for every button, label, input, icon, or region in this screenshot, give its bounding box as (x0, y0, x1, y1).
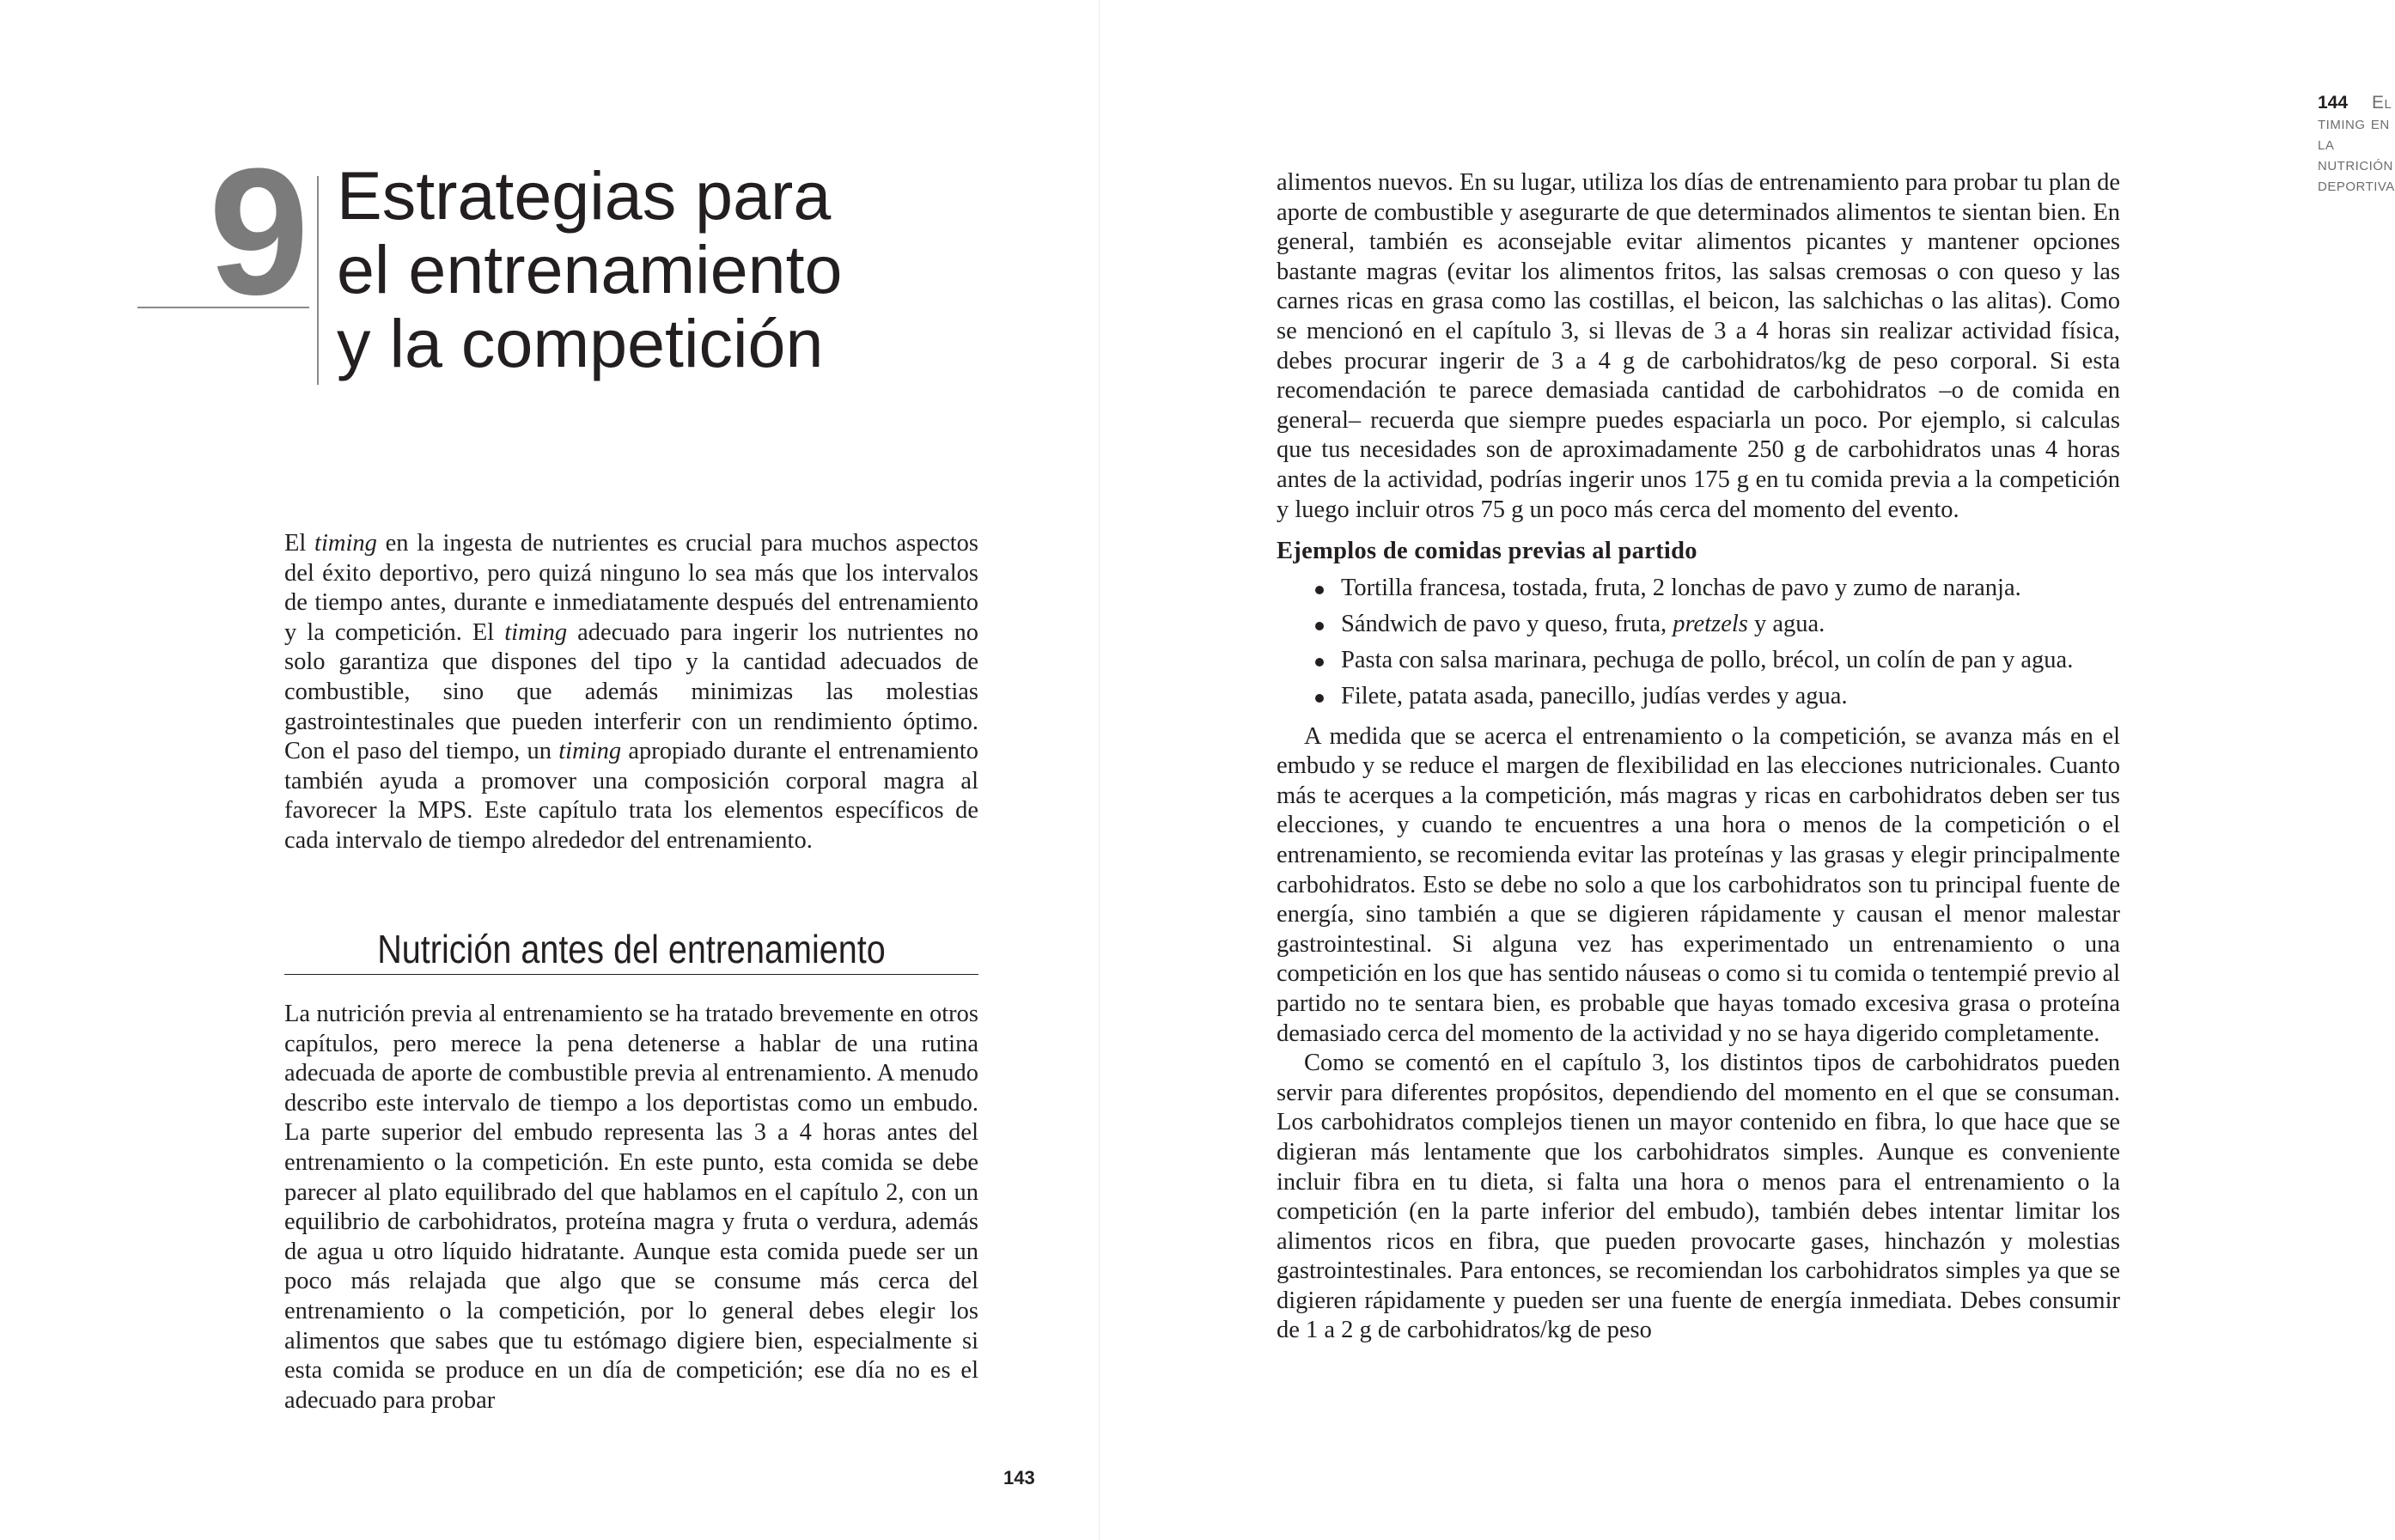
italic-term: pretzels (1673, 610, 1748, 637)
list-item (1277, 682, 2120, 712)
bullet-icon (1315, 658, 1324, 667)
chapter-title-line: Estrategias para (337, 157, 832, 234)
italic-term: timing (314, 530, 377, 557)
chapter-divider (317, 176, 319, 385)
text-run: El (284, 530, 315, 557)
section-paragraph: La nutrición previa al entrenamiento se ha tratado brevemente en otros capítulos, pero merece la pena detenerse a hablar de una rutina adecuada de aporte de combustible previa al entrenamiento. A menudo describo este intervalo de tiempo a los deportistas como un embudo. La parte superior del embudo representa las 3 a 4 horas antes del entrenamiento o la competición. En este punto, esta comida se debe parecer al plato equilibrado del que hablamos en el capítulo 2, con un equilibrio de carbohidratos, proteína magra y fruta o verdura, además de agua u otro líquido hidratante. Aunque esta comida puede ser un poco más relajada que algo que se consume más cerca del entrenamiento o la competición, por lo general debes elegir los alimentos que sabes que tu estómago digiere bien, especialmente si esta comida se produce en un día de competición; ese día no es el adecuado para probar (284, 1001, 978, 1414)
examples-heading: Ejemplos de comidas previas al partido (1277, 538, 1697, 565)
page-number: 143 (1003, 1467, 1035, 1488)
list-item-text: Filete, patata asada, panecillo, judías verdes y agua. (1341, 683, 1848, 709)
list-item (1277, 610, 2120, 640)
left-page (0, 0, 1100, 1540)
chapter-number: 9 (209, 131, 304, 332)
chapter-title (337, 159, 938, 380)
running-head (2318, 93, 2395, 195)
bullet-icon (1315, 622, 1324, 630)
list-item-text: Tortilla francesa, tostada, fruta, 2 lonchas de pavo y zumo de naranja. (1341, 574, 2021, 601)
section-rule (284, 974, 978, 975)
list-item-text: y agua. (1747, 610, 1825, 637)
section-heading: Nutrición antes del entrenamiento (377, 927, 886, 971)
bullet-icon (1315, 694, 1324, 703)
italic-term: timing (558, 738, 622, 765)
list-item-text: Pasta con salsa marinara, pechuga de pollo, brécol, un colín de pan y agua. (1341, 646, 2074, 673)
italic-term: timing (504, 618, 568, 646)
running-head-page-number: 144 (2318, 93, 2349, 113)
examples-list (1277, 574, 2120, 712)
text-run: adecuado para ingerir los nutrientes no solo garantiza que dispones del tipo y la cantidad adecuados de combustible, sino que además minimizas las molestias gastrointestinales que pueden interferir con un rendimiento óptimo. Con el paso del tiempo, un (284, 618, 978, 765)
intro-paragraph (284, 529, 978, 856)
list-item (1277, 646, 2120, 676)
bullet-icon (1315, 586, 1324, 594)
chapter-title-line: el entrenamiento (337, 231, 843, 307)
chapter-title-line: y la competición (337, 305, 824, 381)
body-paragraph: Como se comentó en el capítulo 3, los distintos tipos de carbohidratos pueden servir para diferentes propósitos, dependiendo del momento en el que se consuman. Los carbohidratos complejos tienen un mayor contenido en fibra, lo que hace que se digieran más lentamente que los carbohidratos simples. Aunque es conveniente incluir fibra en tu dieta, si falta una hora o menos para el entrenamiento o la competición (en la parte inferior del embudo), también debes intentar limitar los alimentos ricos en fibra, que pueden provocarte gases, hinchazón y molestias gastrointestinales. Para entonces, se recomiendan los carbohidratos simples ya que se digieren rápidamente y pueden ser una fuente de energía inmediata. Debes consumir de 1 a 2 g de carbohidratos/kg de peso (1277, 1050, 2120, 1344)
body-paragraph: A medida que se acerca el entrenamiento o la competición, se avanza más en el embudo y se reduce el margen de flexibilidad en las elecciones nutricionales. Cuanto más te acerques a la competición, más magras y ricas en carbohidratos deben ser tus elecciones, y cuando te encuentres a una hora o menos de la competición o el entrenamiento, se recomienda evitar las proteínas y las grasas y elegir principalmente carbohidratos. Esto se debe no solo a que los carbohidratos son tu principal fuente de energía, sino también a que se digieren rápidamente y causan el menor malestar gastrointestinal. Si alguna vez has experimentado un entrenamiento o una competición en los que has sentido náuseas o como si tu comida o tentempié previo al partido no te sentara bien, es probable que hayas tomado excesiva grasa o proteína demasiado cerca del momento de la actividad y no se haya digerido completamente. (1277, 722, 2120, 1047)
text-run: en la ingesta de nutrientes es crucial para muchos aspectos del éxito deportivo, pero quizá ninguno lo sea más que los intervalos de tiempo antes, durante e inmediatamente después del entrenamiento y la competición. El (284, 530, 979, 646)
body-paragraph: alimentos nuevos. En su lugar, utiliza los días de entrenamiento para probar tu plan de aporte de combustible y asegurarte de que determinados alimentos te sientan bien. En general, también es aconsejable evitar alimentos picantes y mantener opciones bastante magras (evitar los alimentos fritos, las salsas cremosas o con queso y las carnes ricas en grasa como las costillas, el beicon, las salchichas o las alitas). Como se mencionó en el capítulo 3, si llevas de 3 a 4 horas sin realizar actividad física, debes procurar ingerir de 3 a 4 g de carbohidratos/kg de peso corporal. Si esta recomendación te parece demasiada cantidad de carbohidratos –o de comida en general– recuerda que siempre puedes espaciarla un poco. Por ejemplo, si calculas que tus necesidades son de aproximadamente 250 g de carbohidratos unas 4 horas antes de la actividad, podrías ingerir unos 175 g en tu comida previa a la competición y luego incluir otros 75 g un poco más cerca del momento del evento. (1277, 169, 2120, 523)
running-head-title: El timing en la nutrición deportiva (2318, 93, 2395, 195)
list-item (1277, 574, 2120, 604)
text-run: apropiado durante el entrenamiento también ayuda a promover una composición corporal magra al favorecer la MPS. Este capítulo trata los elementos específicos de cada intervalo de tiempo alrededor del entrenamiento. (284, 738, 978, 854)
right-column (1277, 168, 2120, 1346)
list-item-text: Sándwich de pavo y queso, fruta, (1341, 610, 1673, 637)
